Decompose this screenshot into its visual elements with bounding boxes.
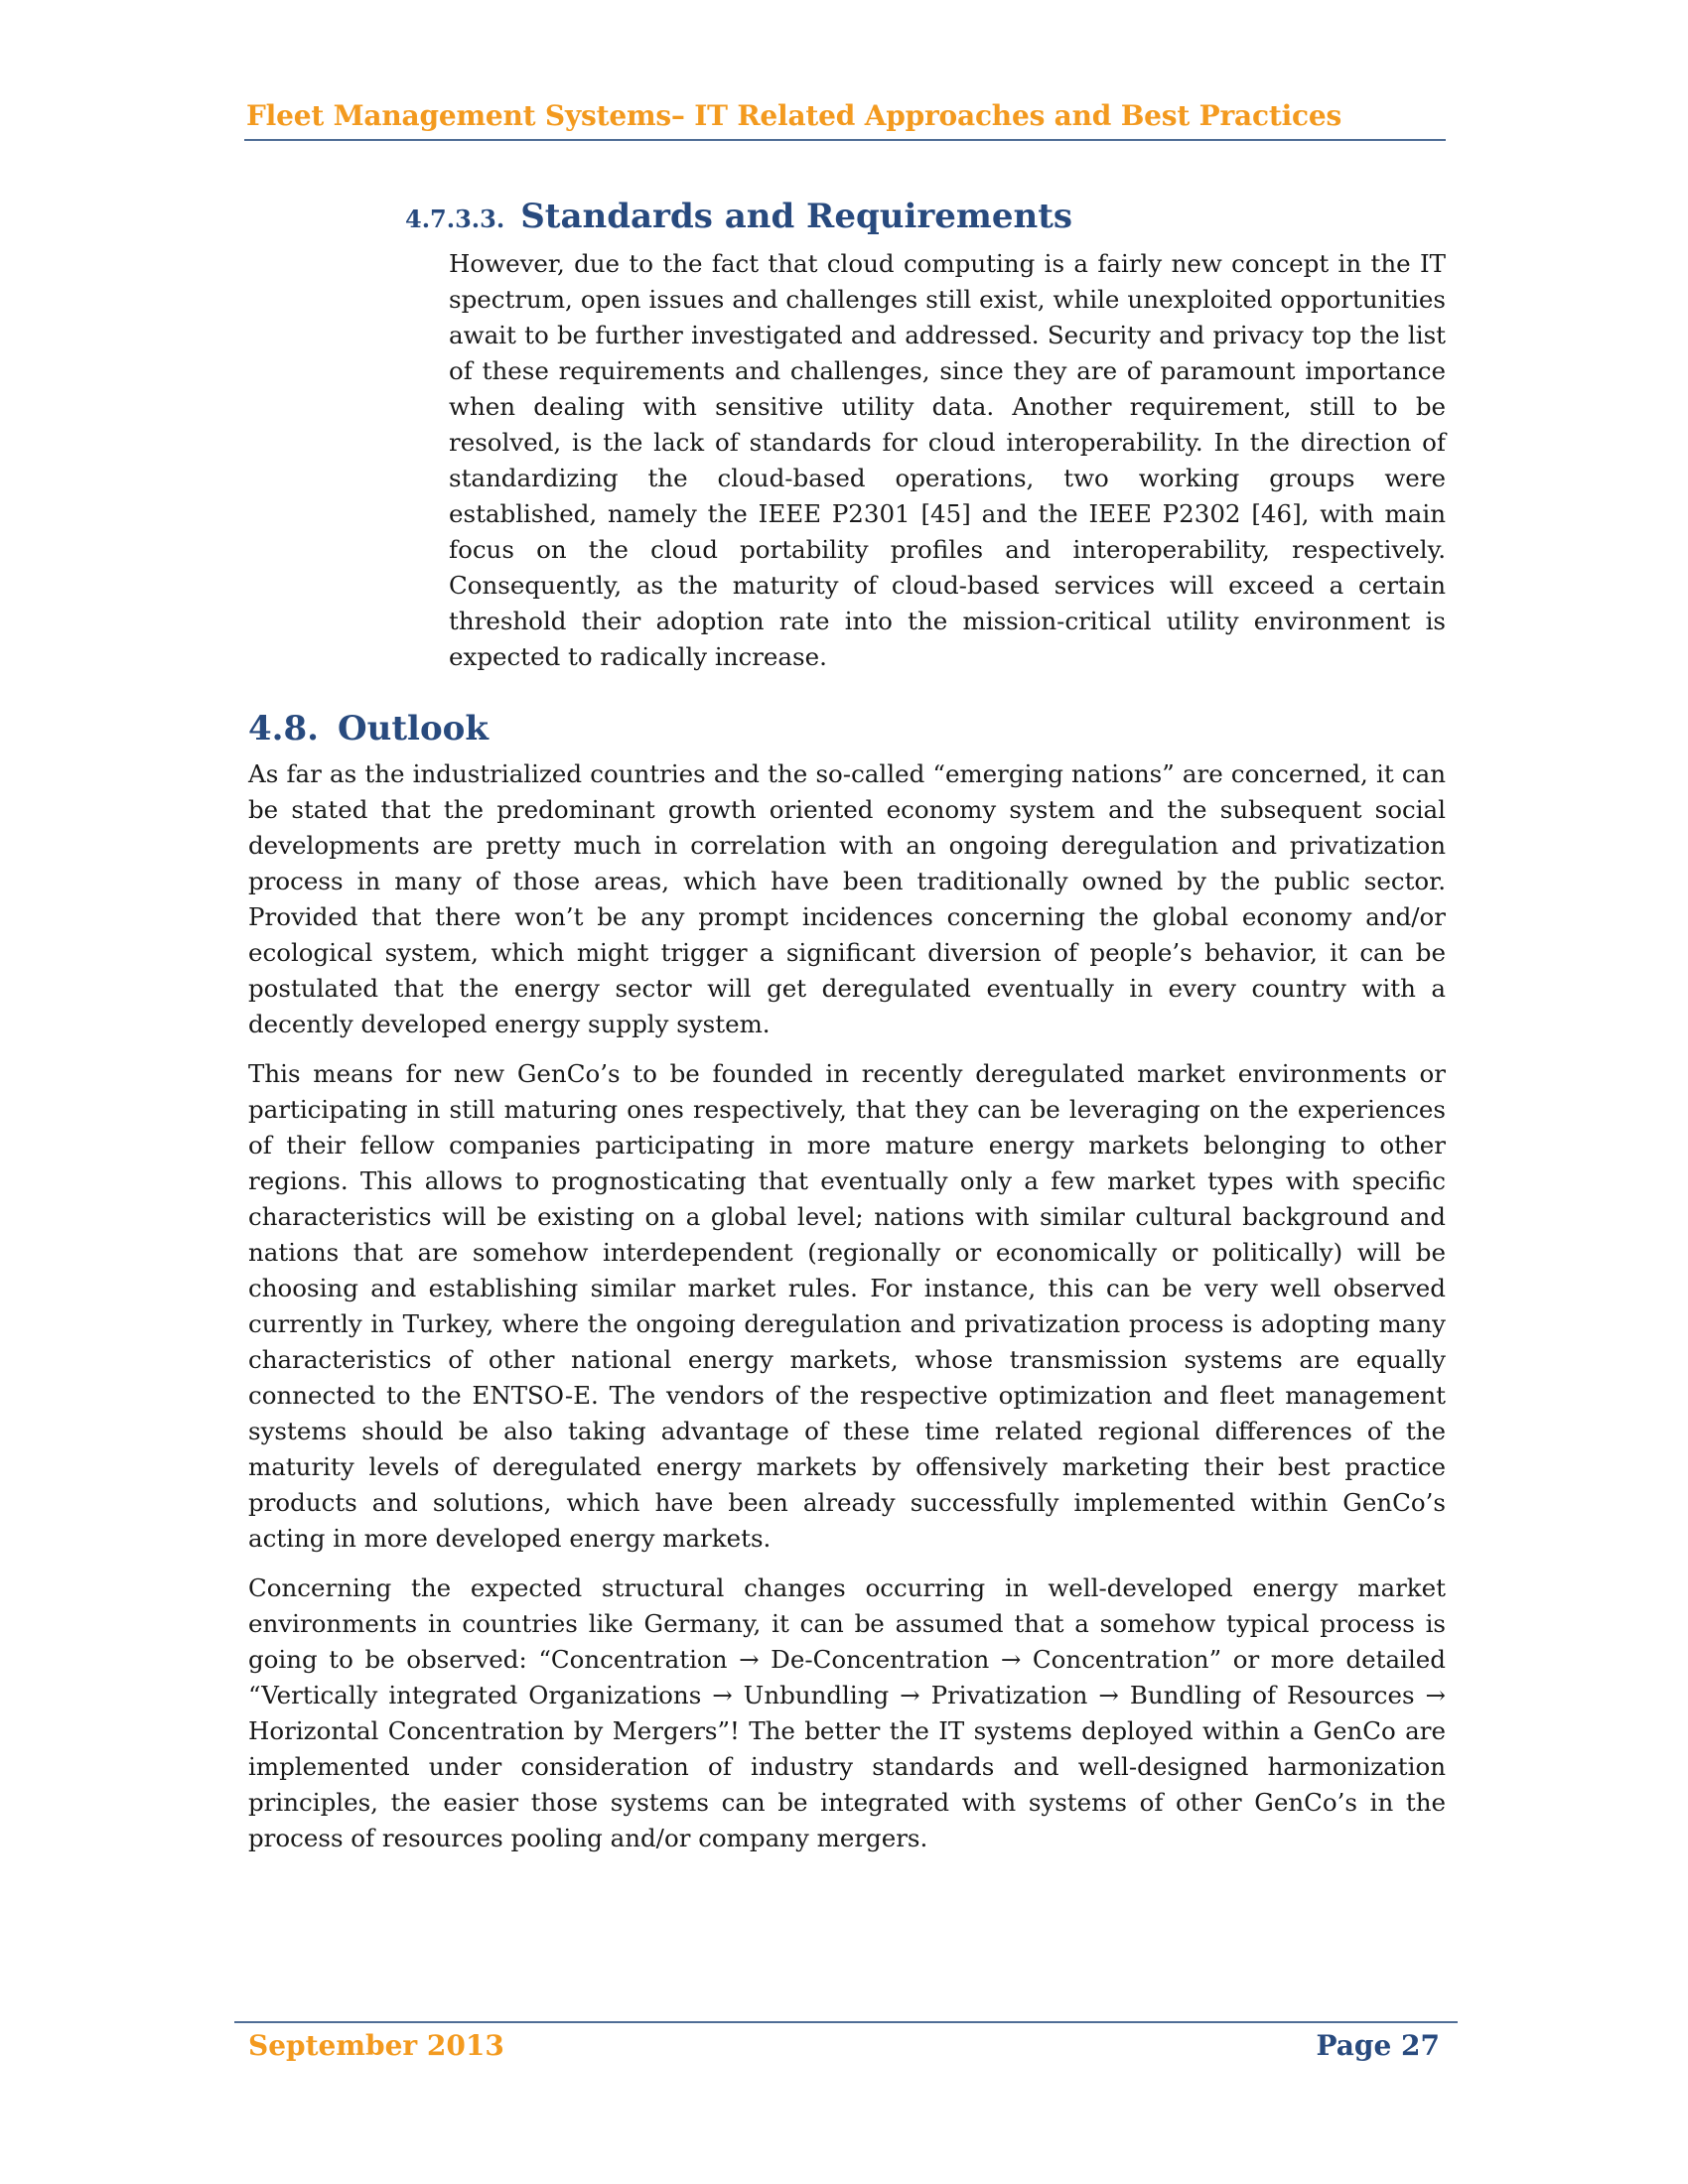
subsection-paragraph: However, due to the fact that cloud computing is a fairly new concept in the IT spectrum, open issues and challenges still exist, while unexploited opportunities await to be further investigated and addressed. Security and privacy top the list of these requirements and challenges, since they are of paramount importance when dealing with sensitive utility data. Another requirement, still to be resolved, is the lack of standards for cloud interoperability. In the direction of standardizing the cloud-based operations, two working groups were established, namely the IEEE P2301 [45] and the IEEE P2302 [46], with main focus on the cloud portability profiles and interoperability, respectively. Consequently, as the maturity of cloud-based services will exceed a certain threshold their adoption rate into the mission-critical utility environment is expected to radically increase. [449,249,1446,671]
header-title: Fleet Management Systems– IT Related Approaches and Best Practices [246,99,1342,132]
section-outlook [248,709,1446,1870]
subsection-title: Standards and Requirements [520,197,1073,236]
subsection-heading [405,197,1446,236]
page-header [244,97,1446,141]
paragraph: Concerning the expected structural changes occurring in well-developed energy market environments in countries like Germany, it can be assumed that a somehow typical process is going to be observed: “Concentration → De-Concentration → Concentration” or more detailed “Vertically integrated Organizations → Unbundling → Privatization → Bundling of Resources → Horizontal Concentration by Mergers”! The better the IT systems deployed within a GenCo are implemented under consideration of industry standards and well-designed harmonization principles, the easier those systems can be integrated with systems of other GenCo’s in the process of resources pooling and/or company mergers. [248,1573,1446,1852]
section-heading [248,709,1446,749]
paragraph: This means for new GenCo’s to be founded in recently deregulated market environments or participating in still maturing ones respectively, that they can be leveraging on the experiences of their fellow companies participating in more mature energy markets belonging to other regions. This allows to prognosticating that eventually only a few market types with specific characteristics will be existing on a global level; nations with similar cultural background and nations that are somehow interdependent (regionally or economically or politically) will be choosing and establishing similar market rules. For instance, this can be very well observed currently in Turkey, where the ongoing deregulation and privatization process is adopting many characteristics of other national energy markets, whose transmission systems are equally connected to the ENTSO-E. The vendors of the respective optimization and fleet management systems should be also taking advantage of these time related regional differences of the maturity levels of deregulated energy markets by offensively marketing their best practice products and solutions, which have been already successfully implemented within GenCo’s acting in more developed energy markets. [248,1059,1446,1553]
footer-page-number: Page 27 [1316,2029,1440,2062]
section-title: Outlook [338,709,489,749]
subsection-number: 4.7.3.3. [405,205,505,233]
footer-date: September 2013 [248,2029,504,2062]
section-number: 4.8. [248,709,319,749]
subsection-standards-and-requirements [405,197,1446,675]
paragraph: As far as the industrialized countries and the so-called “emerging nations” are concerned, it can be stated that the predominant growth oriented economy system and the subsequent social developments are pretty much in correlation with an ongoing deregulation and privatization process in many of those areas, which have been traditionally owned by the public sector. Provided that there won’t be any prompt incidences concerning the global economy and/or ecological system, which might trigger a significant diversion of people’s behavior, it can be postulated that the energy sector will get deregulated eventually in every country with a decently developed energy supply system. [248,759,1446,1038]
section-body [248,756,1446,1856]
page-footer [234,2021,1458,2073]
